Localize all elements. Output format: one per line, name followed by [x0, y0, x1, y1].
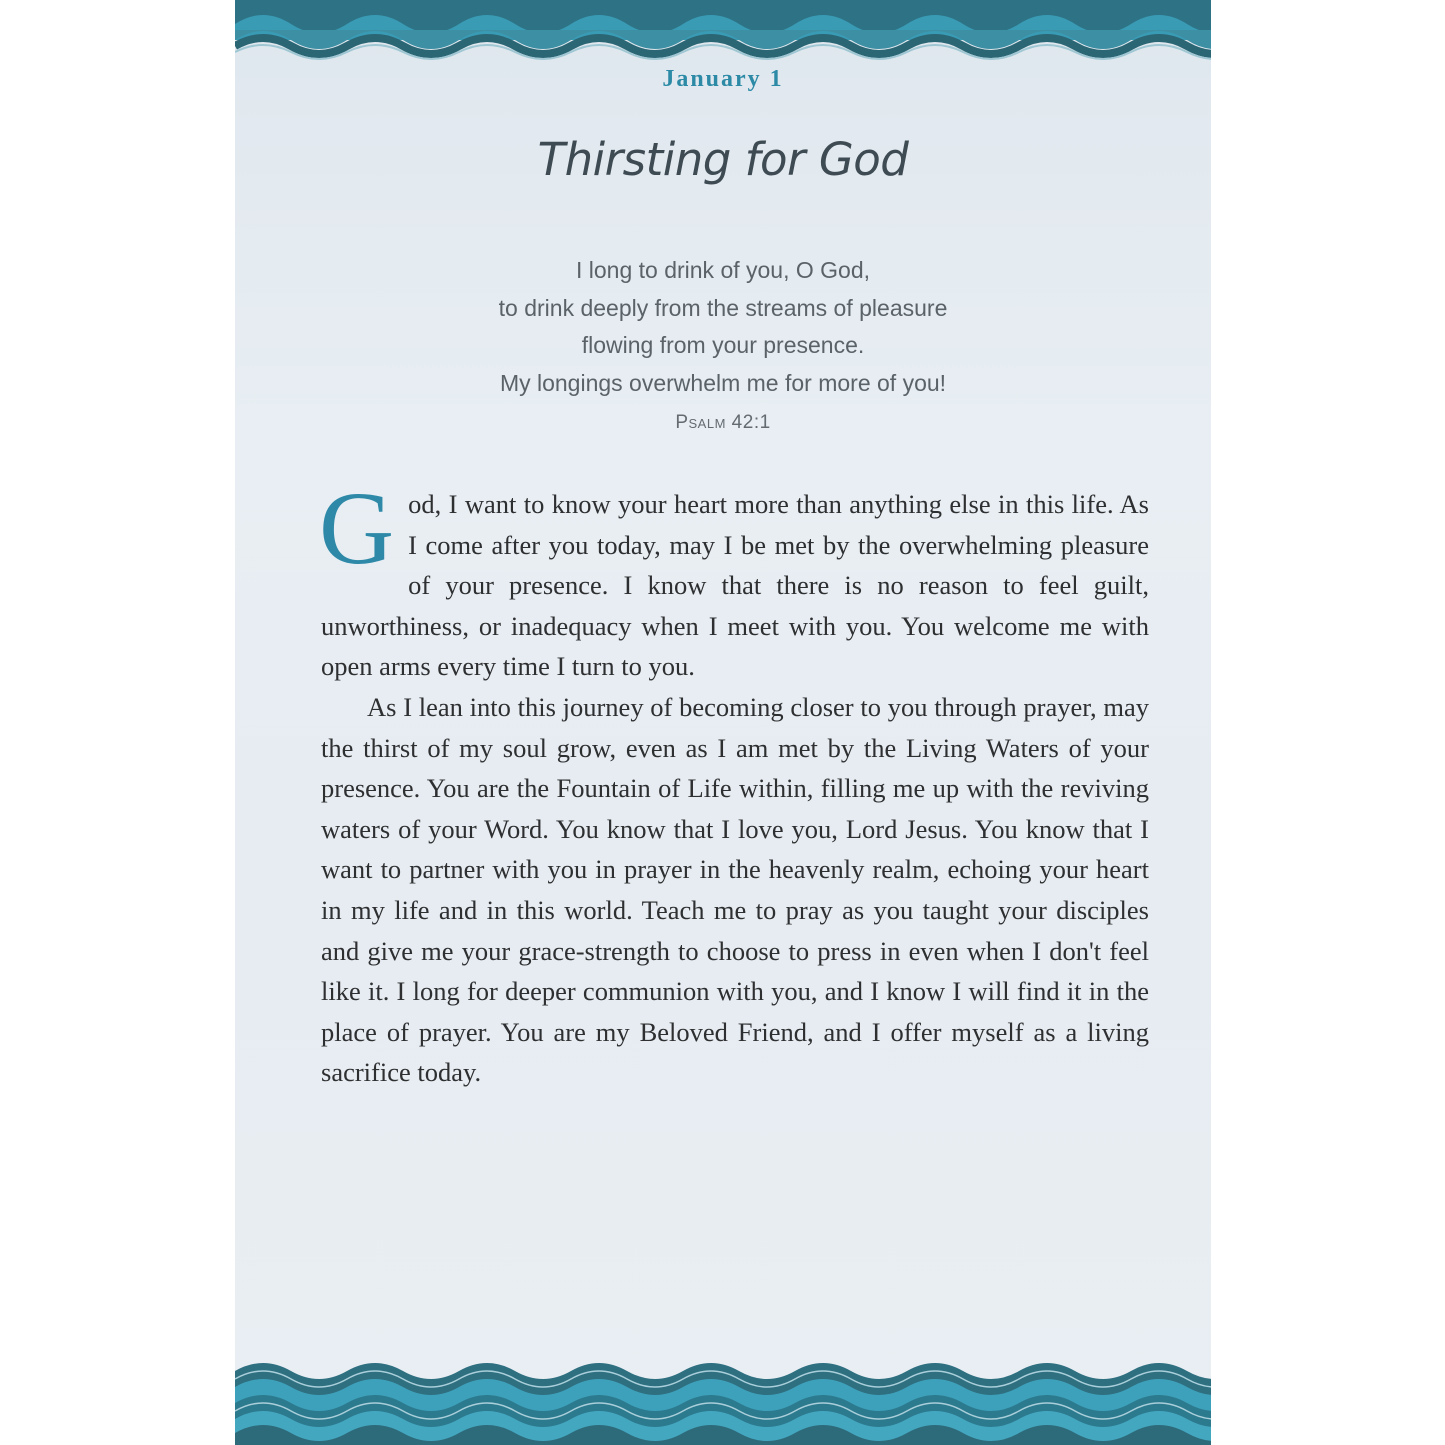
- verse-line: to drink deeply from the streams of pleasure: [498, 294, 948, 321]
- body-paragraph-1: [319, 471, 1149, 687]
- scripture-verse: [235, 252, 1211, 402]
- bottom-wave-border: [235, 1353, 1211, 1445]
- date-heading: January 1: [662, 66, 784, 92]
- body-paragraph-2: As I lean into this journey of becoming closer to you through prayer, may the thirst of my soul grow, even as I am met by the Living Waters of your presence. You are the Fountain of Life within, filling me up with the reviving waters of your Word. You know that I love you, Lord Jesus. You know that I want to partner with you in prayer in the heavenly realm, echoing your heart in my life and in this world. Teach me to pray as you taught your disciples and give me your grace-strength to choose to press in even when I don't feel like it. I long for deeper communion with you, and I know I will find it in the place of prayer. You are my Beloved Friend, and I offer myself as a living sacrifice today.: [321, 691, 1149, 1088]
- verse-reference: Psalm 42:1: [675, 412, 771, 433]
- verse-line: My longings overwhelm me for more of you!: [499, 369, 947, 396]
- top-wave-border: [235, 0, 1211, 60]
- verse-line: I long to drink of you, O God,: [575, 257, 871, 283]
- drop-cap: G: [319, 471, 395, 586]
- page-title: Thirsting for God: [537, 133, 909, 186]
- book-page: [235, 0, 1211, 1445]
- devotional-body: [319, 471, 1149, 1093]
- paragraph-1-text: od, I want to know your heart more than anything else in this life. As I come after you today, may I be met by the overwhelming pleasure of your presence. I know that there is no reason to feel guilt, unworthiness, or inadequacy when I meet with you. You welcome me with open arms every time I turn to you.: [321, 489, 1149, 682]
- verse-line: flowing from your presence.: [581, 332, 865, 358]
